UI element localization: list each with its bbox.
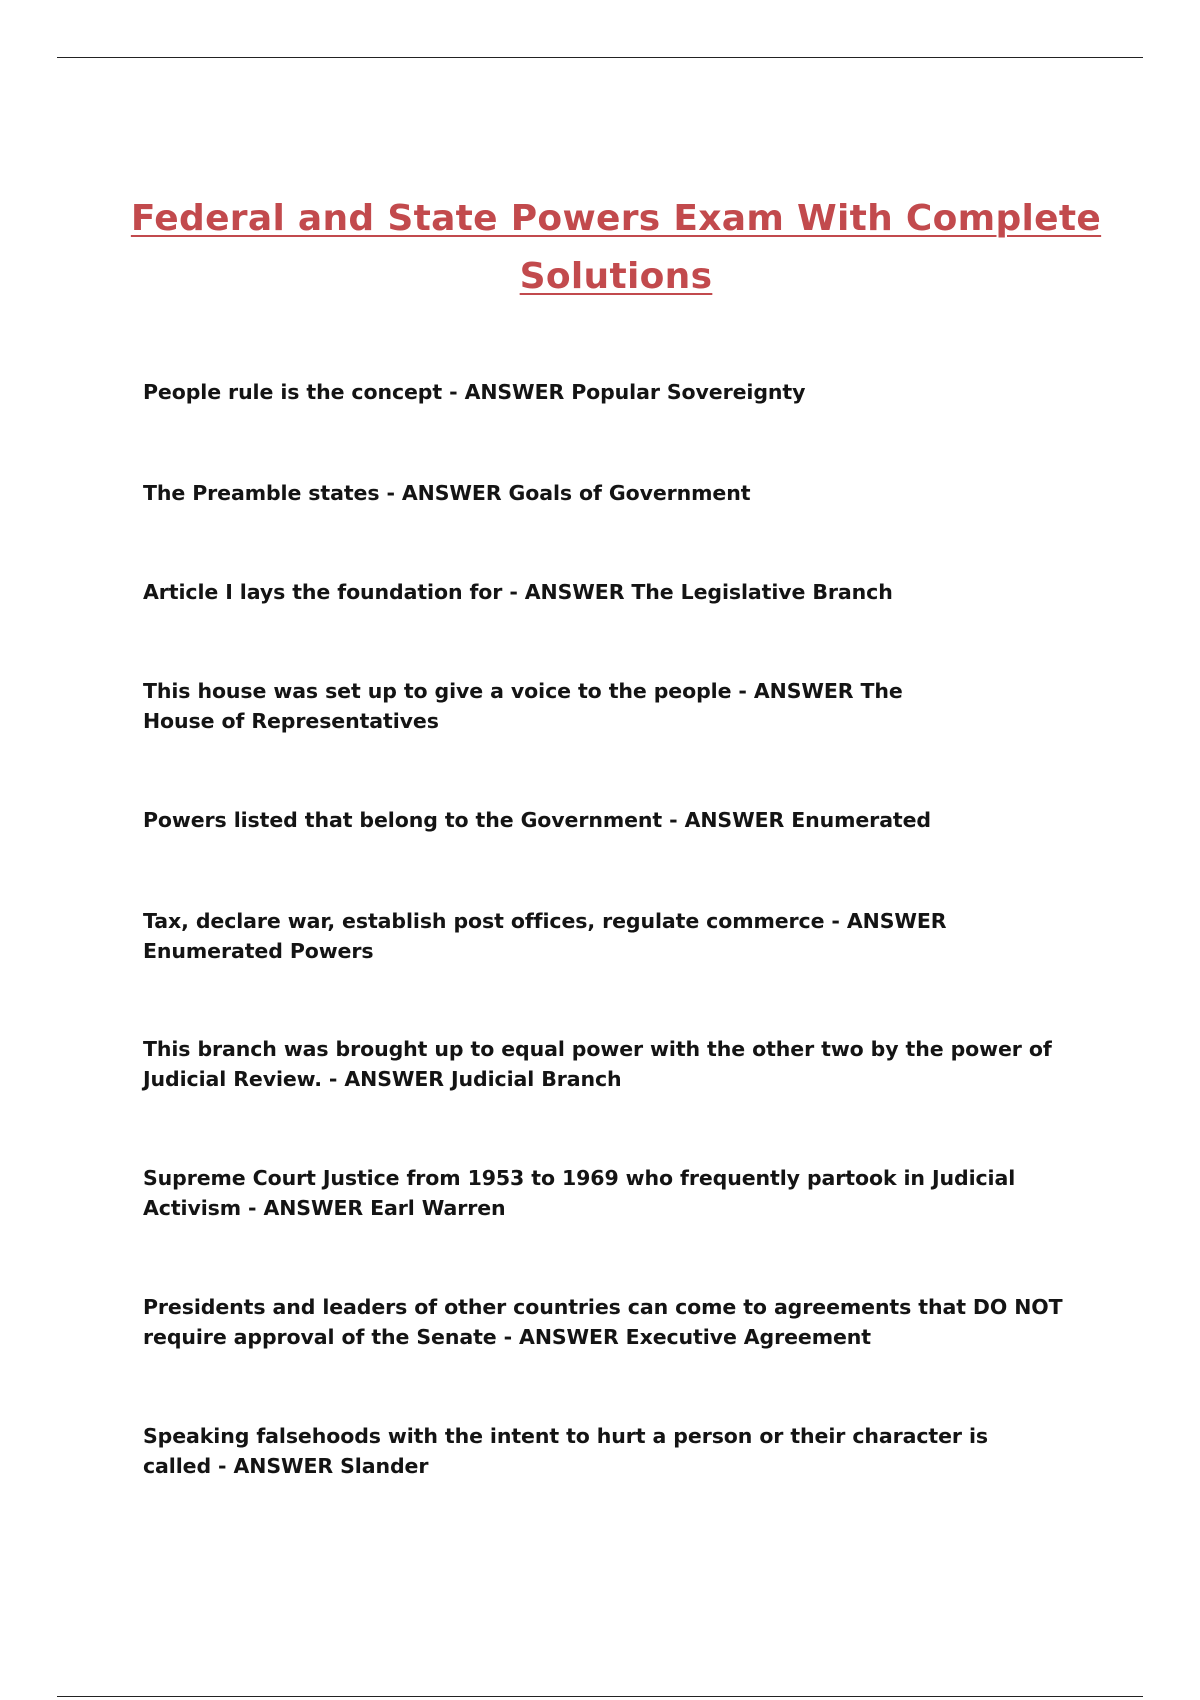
qa-item-4: This house was set up to give a voice to the people - ANSWER The House of Representatives (143, 679, 903, 733)
qa-item-5: Powers listed that belong to the Government - ANSWER Enumerated (143, 808, 932, 832)
qa-item-1: People rule is the concept - ANSWER Popular Sovereignty (143, 380, 806, 404)
qa-item-6: Tax, declare war, establish post offices, regulate commerce - ANSWER Enumerated Powers (143, 909, 947, 963)
top-divider (57, 57, 1143, 58)
document-title-text: Federal and State Powers Exam With Complete Solutions (130, 198, 1102, 297)
qa-item-3: Article I lays the foundation for - ANSWER The Legislative Branch (143, 580, 893, 604)
qa-item-7: This branch was brought up to equal power with the other two by the power of Judicial Review. - ANSWER Judicial Branch (143, 1037, 1052, 1091)
qa-item-10: Speaking falsehoods with the intent to hurt a person or their character is called - ANSWER Slander (143, 1424, 988, 1478)
qa-item-8: Supreme Court Justice from 1953 to 1969 who frequently partook in Judicial Activism - ANSWER Earl Warren (143, 1166, 1016, 1220)
qa-item-2: The Preamble states - ANSWER Goals of Government (143, 481, 751, 505)
document-title (130, 190, 1102, 306)
qa-item-9: Presidents and leaders of other countries can come to agreements that DO NOT require approval of the Senate - ANSWER Executive Agreement (143, 1295, 1063, 1349)
bottom-divider (57, 1696, 1143, 1697)
